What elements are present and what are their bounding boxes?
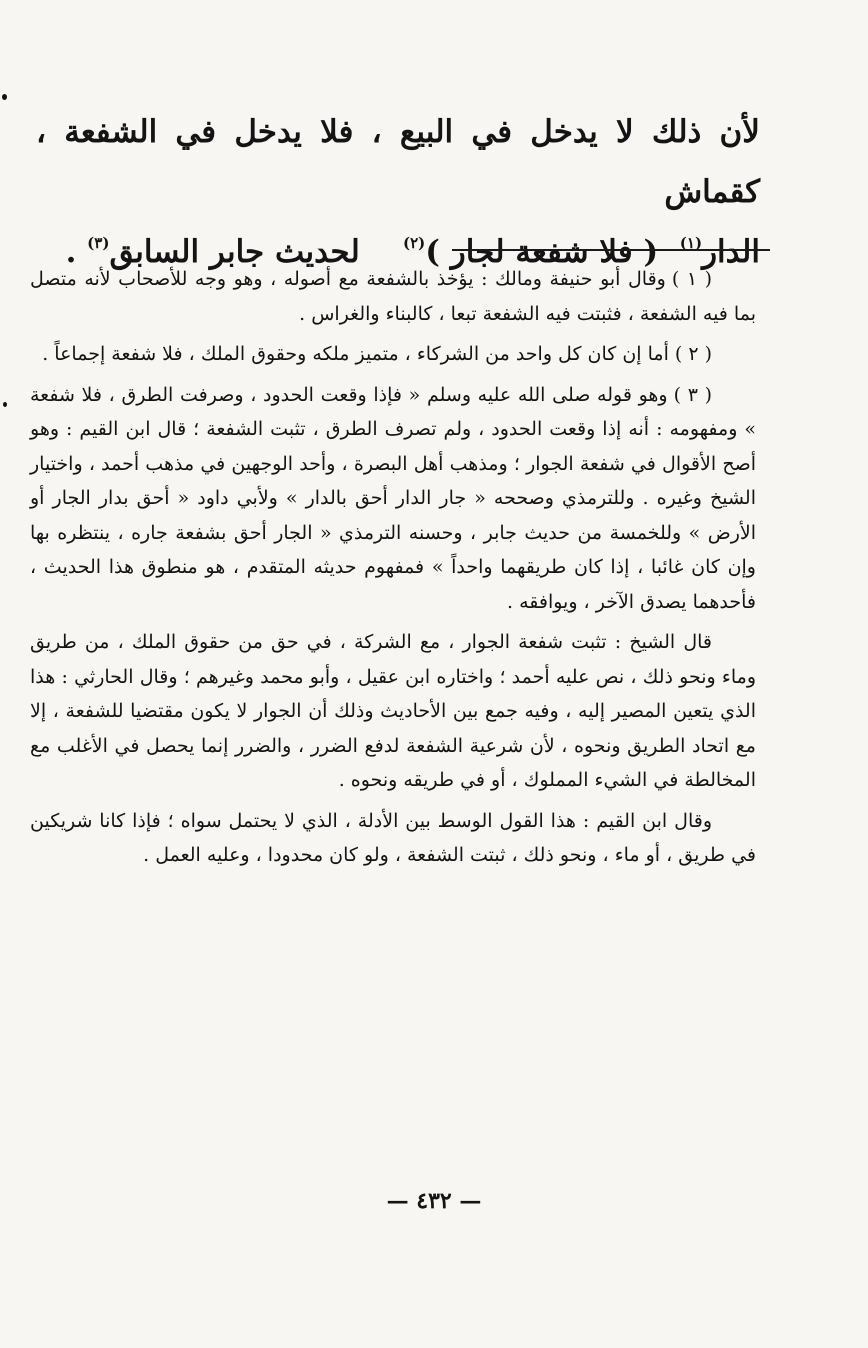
margin-speck-middle — [3, 402, 7, 407]
main-line-2-word: الدار — [702, 234, 760, 270]
footnote-3 — [30, 378, 756, 620]
footnote-1-number: ( ١ ) — [671, 268, 713, 290]
footnote-1 — [30, 262, 756, 331]
footnote-3-number: ( ٣ ) — [673, 383, 713, 406]
footnote-3-continued-1-text: قال الشيخ : تثبت شفعة الجوار ، مع الشركة ، في حق من حقوق الملك ، من طريق وماء ونحو ذلك ، نص عليه أحمد ؛ واختاره ابن عقيل ، وأبو محمد وغيرهم ؛ وقال الحارثي : هذا الذي يتعين المصير إليه ، وفيه جمع بين الأحاديث وذلك أن الجوار لا يكون مقتضيا للشفعة ، إلا مع اتحاد الطريق ونحوه ، لأن شرعية الشفعة لدفع الضرر ، والضرر إنما يحصل في الأغلب مع المخالطة في الشيء المملوك ، أو في طريقه ونحوه . — [30, 631, 756, 791]
main-text — [36, 102, 760, 282]
footnote-2-number: ( ٢ ) — [674, 343, 712, 365]
main-line-2-quote: ( فلا شفعة لجار ) — [425, 234, 659, 270]
main-line-2-hadith: لحديث جابر السابق — [109, 234, 360, 270]
footnote-1-text: وقال أبو حنيفة ومالك : يؤخذ بالشفعة مع أصوله ، وهو وجه للأصحاب لأنه متصل بما فيه الشفعة ، فثبتت فيه الشفعة تبعا ، كالبناء والغراس . — [30, 268, 756, 325]
footnote-3-text: وهو قوله صلى الله عليه وسلم « فإذا وقعت الحدود ، وصرفت الطرق ، فلا شفعة » ومفهومه : أنه إذا وقعت الحدود ، ولم تصرف الطرق ، تثبت الشفعة ؛ قال ابن القيم : وهو أصح الأقوال في شفعة الجوار ؛ ومذهب أهل البصرة ، وأحد الوجهين في مذهب أحمد ، واختيار الشيخ وغيره . وللترمذي وصححه « جار الدار أحق بالدار » ولأبي داود « أحق بدار الجار أو الأرض » وللخمسة من حديث جابر ، وحسنه الترمذي « الجار أحق بشفعة جاره ، ينتظره بها وإن كان غائبا ، إذا كان طريقهما واحداً » فمفهوم حديثه المتقدم ، هو منطوق هذا الحديث ، فأحدهما يصدق الآخر ، ويوافقه . — [30, 383, 756, 613]
page-number: — ٤٣٢ — — [386, 1188, 482, 1214]
footnote-ref-2: (٢) — [402, 234, 426, 252]
main-line-1-text: لأن ذلك لا يدخل في البيع ، فلا يدخل في الشفعة ، كقماش — [36, 114, 760, 210]
main-text-line-1 — [36, 102, 760, 222]
footnotes — [30, 262, 756, 879]
footnote-3-continued-1 — [30, 625, 756, 798]
margin-speck-top — [2, 94, 7, 100]
main-line-2-period: . — [65, 234, 77, 270]
footnote-ref-3: (٣) — [87, 234, 110, 252]
footnote-3-continued-2-text: وقال ابن القيم : هذا القول الوسط بين الأدلة ، الذي لا يحتمل سواه ؛ فإذا كانا شريكين في طريق ، أو ماء ، ونحو ذلك ، ثبتت الشفعة ، ولو كان محدودا ، وعليه العمل . — [30, 809, 756, 866]
footnote-3-continued-2 — [30, 804, 756, 873]
footnote-separator — [452, 249, 770, 251]
footnote-ref-1: (١) — [679, 234, 703, 252]
footnote-2 — [30, 337, 756, 372]
footnote-2-text: أما إن كان كل واحد من الشركاء ، متميز ملكه وحقوق الملك ، فلا شفعة إجماعاً . — [42, 343, 669, 365]
